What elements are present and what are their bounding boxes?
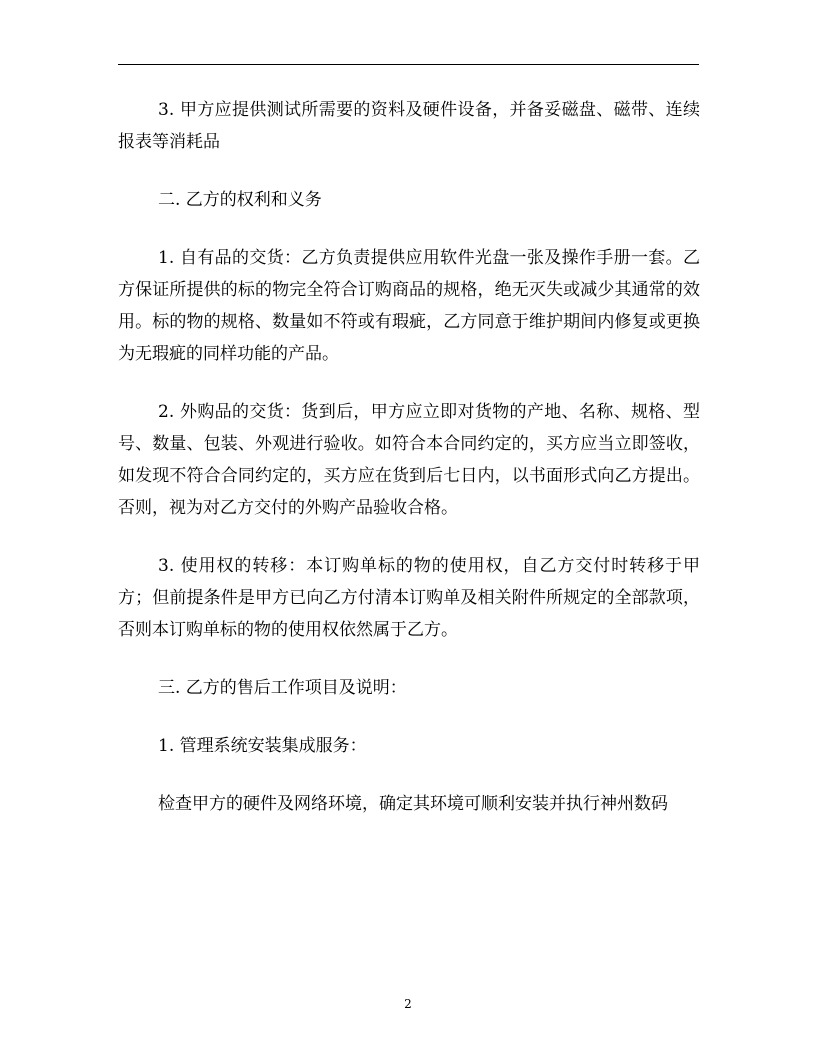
document-body [118,94,700,846]
paragraph-purchased-product-delivery: 2. 外购品的交货：货到后，甲方应立即对货物的产地、名称、规格、型号、数量、包装、外观进行验收。如符合本合同约定的，买方应当立即签收，如发现不符合合同约定的，买方应在货到后七日内，以书面形式向乙方提出。否则，视为对乙方交付的外购产品验收合格。 [118,402,700,518]
paragraph-environment-check: 检查甲方的硬件及网络环境，确定其环境可顺利安装并执行神州数码 [158,794,668,814]
paragraph-usage-right-transfer: 3. 使用权的转移：本订购单标的物的使用权，自乙方交付时转移于甲方；但前提条件是甲方已向乙方付清本订购单及相关附件所规定的全部款项，否则本订购单标的物的使用权依然属于乙方。 [118,556,700,640]
subheading-system-installation: 1. 管理系统安装集成服务： [158,736,367,756]
paragraph-clause-3-materials: 3. 甲方应提供测试所需要的资料及硬件设备，并备妥磁盘、磁带、连续报表等消耗品 [118,100,700,152]
page-number: 2 [404,997,412,1011]
section-heading-after-sales: 三. 乙方的售后工作项目及说明： [158,678,407,698]
header-rule [118,64,699,65]
section-heading-party-b-rights: 二. 乙方的权利和义务 [158,190,322,210]
paragraph-own-product-delivery: 1. 自有品的交货：乙方负责提供应用软件光盘一张及操作手册一套。乙方保证所提供的标的物完全符合订购商品的规格，绝无灭失或减少其通常的效用。标的物的规格、数量如不符或有瑕疵，乙方同意于维护期间内修复或更换为无瑕疵的同样功能的产品。 [118,248,700,364]
